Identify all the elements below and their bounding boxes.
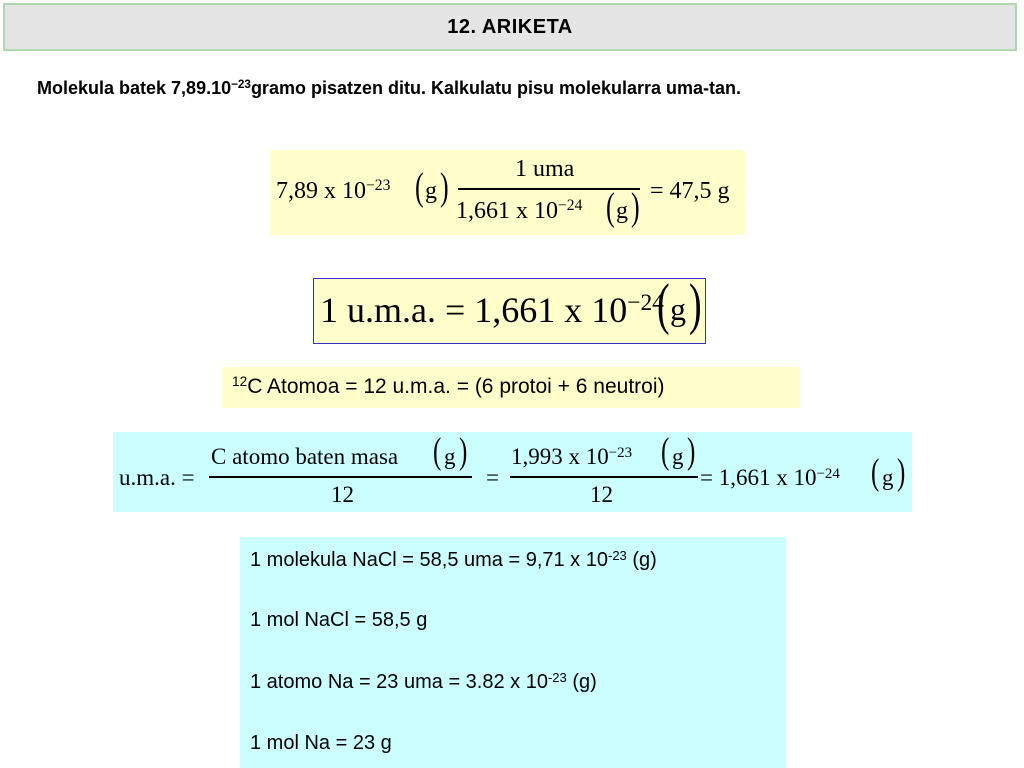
definition-lhs: 1 u.m.a. = 1,661 x 10 bbox=[320, 290, 628, 330]
eq3-paren-open-3: ( bbox=[871, 452, 880, 494]
eq1-numerator: 1 uma bbox=[515, 156, 575, 182]
carbon-mass-number: 12 bbox=[232, 374, 248, 390]
fact-3-suffix: (g) bbox=[566, 671, 597, 693]
conversion-equation bbox=[270, 150, 745, 235]
eq1-paren-open: ( bbox=[415, 165, 424, 209]
fact-1-prefix: 1 molekula NaCl = 58,5 uma = 9,71 x 10 bbox=[250, 549, 608, 571]
eq3-unit-2: g bbox=[672, 444, 684, 469]
eq3-paren-open-2: ( bbox=[661, 431, 670, 473]
eq3-numerator-2-mantissa: 1,993 x 10 bbox=[511, 444, 609, 469]
fact-1-suffix: (g) bbox=[626, 549, 657, 571]
eq1-paren-close: ) bbox=[440, 165, 449, 209]
eq3-fraction-line-2 bbox=[510, 476, 698, 478]
eq3-numerator-2-exponent: −23 bbox=[608, 444, 633, 461]
fact-line-2: 1 mol NaCl = 58,5 g bbox=[250, 609, 428, 631]
eq3-equals: = bbox=[486, 465, 499, 490]
eq1-unit: g bbox=[425, 178, 437, 204]
eq1-denominator-mantissa: 1,661 x 10 bbox=[456, 198, 558, 224]
definition-unit: g bbox=[670, 291, 686, 327]
eq3-fraction-line-1 bbox=[209, 476, 472, 478]
eq3-result-exponent: −24 bbox=[816, 465, 840, 482]
eq1-den-paren-open: ( bbox=[606, 185, 615, 229]
title-bar bbox=[3, 3, 1017, 51]
definition-paren-open: ( bbox=[657, 273, 670, 337]
fact-line-1 bbox=[250, 549, 657, 572]
eq3-paren-close-2: ) bbox=[687, 431, 696, 473]
eq3-paren-close-1: ) bbox=[459, 431, 468, 473]
problem-suffix: gramo pisatzen ditu. Kalkulatu pisu molekularra uma-tan. bbox=[250, 78, 742, 98]
problem-exponent: −23 bbox=[231, 78, 251, 92]
fact-1-exponent: -23 bbox=[608, 547, 627, 563]
eq1-den-paren-close: ) bbox=[631, 185, 640, 229]
definition-exponent: −24 bbox=[627, 290, 664, 317]
page-title: 12. ARIKETA bbox=[447, 15, 573, 38]
eq3-unit-1: g bbox=[444, 444, 456, 469]
nacl-facts-box bbox=[240, 537, 786, 768]
problem-statement bbox=[37, 78, 741, 99]
definition-paren-close: ) bbox=[689, 273, 702, 337]
fact-line-3 bbox=[250, 671, 597, 694]
eq1-denominator-exponent: −24 bbox=[558, 197, 583, 215]
problem-prefix: Molekula batek 7,89.10 bbox=[37, 78, 232, 98]
eq1-left-mantissa: 7,89 x 10 bbox=[276, 178, 366, 204]
carbon-12-line bbox=[222, 367, 800, 408]
carbon-text: C Atomoa = 12 u.m.a. = (6 protoi + 6 neutroi) bbox=[247, 375, 665, 398]
uma-definition-box bbox=[313, 273, 706, 344]
fact-line-4: 1 mol Na = 23 g bbox=[250, 732, 392, 754]
eq3-numerator-1: C atomo baten masa bbox=[211, 444, 399, 469]
eq3-denominator-1: 12 bbox=[331, 482, 354, 507]
eq3-paren-close-3: ) bbox=[897, 452, 906, 494]
eq3-denominator-2: 12 bbox=[590, 482, 613, 507]
eq1-den-unit: g bbox=[616, 198, 628, 224]
fact-3-exponent: -23 bbox=[547, 669, 567, 685]
eq1-result: = 47,5 g bbox=[650, 178, 730, 204]
eq3-paren-open-1: ( bbox=[433, 431, 442, 473]
eq1-left-exponent: −23 bbox=[366, 177, 391, 195]
eq3-unit-3: g bbox=[882, 465, 894, 490]
uma-derivation-equation bbox=[113, 432, 912, 512]
fact-3-prefix: 1 atomo Na = 23 uma = 3.82 x 10 bbox=[250, 671, 548, 693]
eq3-result-mantissa: = 1,661 x 10 bbox=[700, 465, 817, 490]
eq3-lhs: u.m.a. = bbox=[119, 465, 195, 490]
